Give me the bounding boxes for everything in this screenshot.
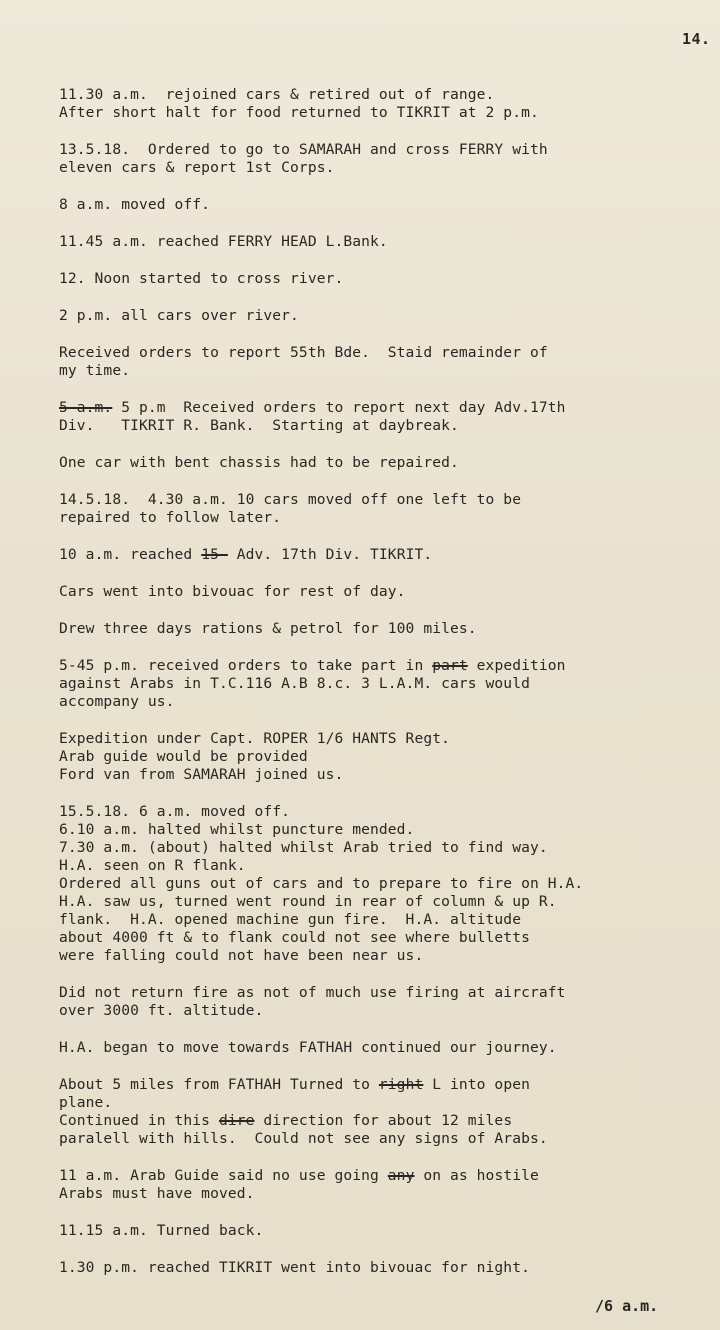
- text-line: [59, 1259, 714, 1277]
- text-line: [59, 1130, 714, 1148]
- text-line: [59, 362, 714, 380]
- line-text: paralell with hills. Could not see any signs of Arabs.: [59, 1130, 548, 1147]
- paragraph: [59, 657, 714, 711]
- paragraph: [59, 803, 714, 965]
- line-text: 2 p.m. all cars over river.: [59, 307, 299, 324]
- line-text: flank. H.A. opened machine gun fire. H.A. altitude: [59, 911, 522, 928]
- text-line: [59, 803, 714, 821]
- paragraph: [59, 344, 714, 380]
- line-text: Expedition under Capt. ROPER 1/6 HANTS Regt.: [59, 730, 450, 747]
- paragraph: [59, 1167, 714, 1203]
- text-line: [59, 399, 714, 417]
- text-line: [59, 104, 714, 122]
- struck-text: 15-: [201, 546, 228, 563]
- line-text: 11.45 a.m. reached FERRY HEAD L.Bank.: [59, 233, 388, 250]
- text-line: [59, 1112, 714, 1130]
- line-text: eleven cars & report 1st Corps.: [59, 159, 335, 176]
- paragraph: [59, 583, 714, 601]
- paragraph: [59, 454, 714, 472]
- line-text: Div. TIKRIT R. Bank. Starting at daybreak.: [59, 417, 459, 434]
- page-number: 14.: [682, 30, 711, 48]
- line-text: 7.30 a.m. (about) halted whilst Arab tried to find way.: [59, 839, 548, 856]
- paragraph: [59, 270, 714, 288]
- text-line: [59, 657, 714, 675]
- line-text: Ordered all guns out of cars and to prepare to fire on H.A.: [59, 875, 584, 892]
- line-text: After short halt for food returned to TIKRIT at 2 p.m.: [59, 104, 539, 121]
- line-text: repaired to follow later.: [59, 509, 282, 526]
- text-line: [59, 984, 714, 1002]
- line-text: 15.5.18. 6 a.m. moved off.: [59, 803, 291, 820]
- line-text: H.A. seen on R flank.: [59, 857, 246, 874]
- paragraph: [59, 730, 714, 784]
- line-text: 5-45 p.m. received orders to take part in: [59, 657, 433, 674]
- text-line: [59, 730, 714, 748]
- line-text: 11 a.m. Arab Guide said no use going: [59, 1167, 388, 1184]
- paragraph: [59, 1039, 714, 1057]
- text-line: [59, 454, 714, 472]
- paragraph: [59, 984, 714, 1020]
- line-text: 14.5.18. 4.30 a.m. 10 cars moved off one left to be: [59, 491, 522, 508]
- line-text: 8 a.m. moved off.: [59, 196, 211, 213]
- line-text: accompany us.: [59, 693, 175, 710]
- paragraph: [59, 620, 714, 638]
- line-text: 11.30 a.m. rejoined cars & retired out of range.: [59, 86, 495, 103]
- line-text: 1.30 p.m. reached TIKRIT went into bivouac for night.: [59, 1259, 530, 1276]
- line-text: 12. Noon started to cross river.: [59, 270, 344, 287]
- text-line: [59, 893, 714, 911]
- line-text: Received orders to report 55th Bde. Staid remainder of: [59, 344, 548, 361]
- text-line: [59, 675, 714, 693]
- line-text: were falling could not have been near us.: [59, 947, 424, 964]
- line-text: Cars went into bivouac for rest of day.: [59, 583, 406, 600]
- text-line: [59, 766, 714, 784]
- text-line: [59, 1167, 714, 1185]
- paragraph: [59, 1222, 714, 1240]
- paragraph: [59, 546, 714, 564]
- paragraph: [59, 399, 714, 435]
- text-line: [59, 821, 714, 839]
- line-text: Continued in this: [59, 1112, 219, 1129]
- text-line: [59, 875, 714, 893]
- continuation-note: /6 a.m.: [595, 1297, 659, 1315]
- text-line: [59, 344, 714, 362]
- text-line: [59, 233, 714, 251]
- text-line: [59, 857, 714, 875]
- line-text: my time.: [59, 362, 131, 379]
- text-line: [59, 1039, 714, 1057]
- struck-text: any: [387, 1167, 415, 1184]
- text-line: [59, 270, 714, 288]
- line-text: L into open: [423, 1076, 530, 1093]
- struck-text: dire: [218, 1112, 255, 1129]
- text-line: [59, 86, 714, 104]
- text-line: [59, 620, 714, 638]
- text-line: [59, 307, 714, 325]
- line-text: about 4000 ft & to flank could not see where bulletts: [59, 929, 530, 946]
- diary-body: [59, 86, 714, 1296]
- struck-text: right: [378, 1076, 424, 1093]
- text-line: [59, 1002, 714, 1020]
- text-line: [59, 491, 714, 509]
- line-text: One car with bent chassis had to be repaired.: [59, 454, 459, 471]
- text-line: [59, 929, 714, 947]
- text-line: [59, 911, 714, 929]
- line-text: direction for about 12 miles: [254, 1112, 513, 1129]
- line-text: 13.5.18. Ordered to go to SAMARAH and cross FERRY with: [59, 141, 548, 158]
- line-text: against Arabs in T.C.116 A.B 8.c. 3 L.A.M. cars would: [59, 675, 530, 692]
- text-line: [59, 839, 714, 857]
- line-text: Arabs must have moved.: [59, 1185, 255, 1202]
- text-line: [59, 141, 714, 159]
- paragraph: [59, 86, 714, 122]
- text-line: [59, 1094, 714, 1112]
- line-text: on as hostile: [414, 1167, 539, 1184]
- line-text: 11.15 a.m. Turned back.: [59, 1222, 264, 1239]
- paragraph: [59, 1259, 714, 1277]
- text-line: [59, 693, 714, 711]
- text-line: [59, 1222, 714, 1240]
- line-text: Did not return fire as not of much use firing at aircraft: [59, 984, 566, 1001]
- line-text: Adv. 17th Div. TIKRIT.: [227, 546, 433, 563]
- line-text: H.A. saw us, turned went round in rear of column & up R.: [59, 893, 557, 910]
- line-text: 10 a.m. reached: [59, 546, 202, 563]
- text-line: [59, 947, 714, 965]
- line-text: expedition: [467, 657, 566, 674]
- text-line: [59, 509, 714, 527]
- text-line: [59, 1185, 714, 1203]
- line-text: over 3000 ft. altitude.: [59, 1002, 264, 1019]
- struck-text: part: [432, 657, 468, 674]
- line-text: About 5 miles from FATHAH Turned to: [59, 1076, 379, 1093]
- paragraph: [59, 233, 714, 251]
- line-text: H.A. began to move towards FATHAH continued our journey.: [59, 1039, 557, 1056]
- line-text: plane.: [59, 1094, 113, 1111]
- paragraph: [59, 1076, 714, 1148]
- line-text: Drew three days rations & petrol for 100 miles.: [59, 620, 477, 637]
- line-text: 5 p.m Received orders to report next day Adv.17th: [112, 399, 566, 416]
- paragraph: [59, 491, 714, 527]
- text-line: [59, 748, 714, 766]
- paragraph: [59, 196, 714, 214]
- line-text: 6.10 a.m. halted whilst puncture mended.: [59, 821, 415, 838]
- text-line: [59, 159, 714, 177]
- struck-text: 5-a.m.: [59, 399, 113, 416]
- text-line: [59, 546, 714, 564]
- text-line: [59, 1076, 714, 1094]
- text-line: [59, 417, 714, 435]
- paragraph: [59, 141, 714, 177]
- text-line: [59, 583, 714, 601]
- line-text: Arab guide would be provided: [59, 748, 308, 765]
- line-text: Ford van from SAMARAH joined us.: [59, 766, 344, 783]
- paragraph: [59, 307, 714, 325]
- text-line: [59, 196, 714, 214]
